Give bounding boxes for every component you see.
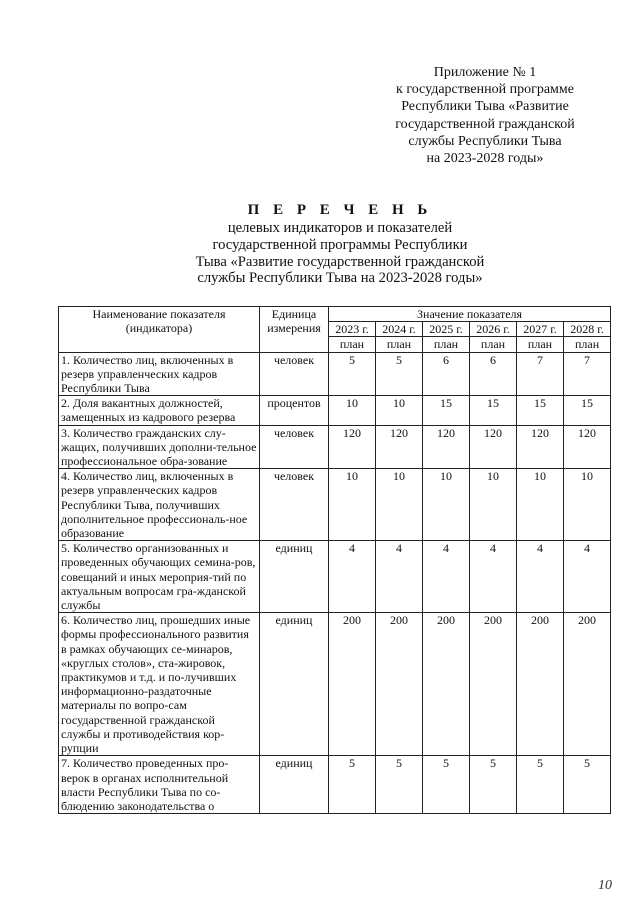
header-year: 2027 г.: [517, 322, 564, 337]
indicator-unit: единиц: [260, 541, 329, 613]
indicator-unit: единиц: [260, 613, 329, 756]
indicator-name: 5. Количество организованных и проведенных обучающих семина-ров, совещаний и иных мероприя-тий по актуальным вопросам гра-жданской службы: [59, 541, 260, 613]
table-row: [59, 425, 611, 469]
appendix-line: Приложение № 1: [433, 65, 537, 80]
indicator-name: 4. Количество лиц, включенных в резерв управленческих кадров Республики Тыва, получивших дополнительное профессиональ-ное образование: [59, 469, 260, 541]
indicator-value: 5: [329, 756, 376, 814]
indicator-value: 120: [376, 425, 423, 469]
header-plan: план: [470, 337, 517, 352]
table-row: [59, 756, 611, 814]
indicator-value: 10: [564, 469, 611, 541]
indicator-unit: человек: [260, 469, 329, 541]
indicator-value: 7: [517, 352, 564, 396]
indicator-value: 4: [470, 541, 517, 613]
indicator-value: 10: [376, 396, 423, 425]
indicator-name: 7. Количество проведенных про-верок в органах исполнительной власти Республики Тыва по со-блюдению законодательства о: [59, 756, 260, 814]
indicator-value: 10: [470, 469, 517, 541]
indicator-value: 5: [376, 756, 423, 814]
table-row: [59, 613, 611, 756]
indicator-name: 2. Доля вакантных должностей, замещенных из кадрового резерва: [59, 396, 260, 425]
indicator-value: 120: [517, 425, 564, 469]
indicator-value: 15: [564, 396, 611, 425]
document-heading: [150, 200, 530, 287]
indicator-value: 10: [517, 469, 564, 541]
table-row: [59, 396, 611, 425]
indicators-table: [58, 306, 611, 814]
header-indicator-name: Наименование показателя (индикатора): [59, 307, 260, 353]
indicator-value: 120: [470, 425, 517, 469]
indicator-value: 5: [329, 352, 376, 396]
indicator-value: 6: [423, 352, 470, 396]
indicator-unit: процентов: [260, 396, 329, 425]
indicator-value: 15: [423, 396, 470, 425]
table-row: [59, 352, 611, 396]
header-unit: Единица измерения: [260, 307, 329, 353]
indicator-value: 10: [329, 469, 376, 541]
appendix-line: к государственной программе: [396, 82, 574, 98]
header-year: 2023 г.: [329, 322, 376, 337]
indicator-value: 7: [564, 352, 611, 396]
document-subtitle: [150, 220, 530, 287]
appendix-block: [370, 64, 600, 167]
indicator-value: 4: [517, 541, 564, 613]
indicator-value: 120: [329, 425, 376, 469]
table-row: [59, 541, 611, 613]
header-year: 2025 г.: [423, 322, 470, 337]
indicator-value: 200: [423, 613, 470, 756]
header-year: 2024 г.: [376, 322, 423, 337]
indicator-value: 5: [470, 756, 517, 814]
indicator-value: 200: [329, 613, 376, 756]
indicator-value: 10: [329, 396, 376, 425]
indicator-value: 15: [470, 396, 517, 425]
table-row: [59, 469, 611, 541]
appendix-line: Республики Тыва «Развитие: [401, 99, 569, 115]
appendix-line: государственной гражданской: [395, 116, 575, 132]
indicator-value: 10: [423, 469, 470, 541]
indicator-unit: единиц: [260, 756, 329, 814]
indicator-value: 15: [517, 396, 564, 425]
indicator-value: 4: [564, 541, 611, 613]
indicator-value: 4: [423, 541, 470, 613]
subtitle-line: государственной программы Республики: [212, 236, 468, 253]
appendix-line: на 2023-2028 годы»: [426, 151, 544, 167]
indicator-name: 1. Количество лиц, включенных в резерв управленческих кадров Республики Тыва: [59, 352, 260, 396]
indicator-value: 5: [376, 352, 423, 396]
header-year: 2026 г.: [470, 322, 517, 337]
indicator-value: 120: [564, 425, 611, 469]
indicator-value: 6: [470, 352, 517, 396]
indicator-value: 5: [517, 756, 564, 814]
header-plan: план: [564, 337, 611, 352]
header-plan: план: [517, 337, 564, 352]
header-plan: план: [329, 337, 376, 352]
indicator-unit: человек: [260, 352, 329, 396]
indicator-value: 4: [376, 541, 423, 613]
indicator-value: 120: [423, 425, 470, 469]
indicator-value: 200: [517, 613, 564, 756]
indicator-value: 200: [376, 613, 423, 756]
appendix-line: службы Республики Тыва: [408, 133, 562, 149]
header-year: 2028 г.: [564, 322, 611, 337]
indicator-name: 3. Количество гражданских слу-жащих, получивших дополни-тельное профессиональное обра-зование: [59, 425, 260, 469]
subtitle-line: целевых индикаторов и показателей: [227, 220, 453, 236]
indicator-unit: человек: [260, 425, 329, 469]
header-plan: план: [423, 337, 470, 352]
indicator-value: 5: [564, 756, 611, 814]
indicator-value: 4: [329, 541, 376, 613]
indicator-value: 10: [376, 469, 423, 541]
indicator-value: 200: [564, 613, 611, 756]
indicator-name: 6. Количество лиц, прошедших иные формы профессионального развития в рамках обучающих се-минаров, «круглых столов», ста-жировок, практикумов и т.д. и по-лучивших информационно-раздаточные материалы по вопро-сам государственной гражданской службы и противодействия кор-рупции: [59, 613, 260, 756]
page-number: 10: [598, 878, 612, 893]
subtitle-line: Тыва «Развитие государственной гражданской: [195, 253, 485, 270]
document-title: П Е Р Е Ч Е Н Ь: [247, 202, 433, 218]
indicator-value: 200: [470, 613, 517, 756]
header-plan: план: [376, 337, 423, 352]
header-values-group: Значение показателя: [329, 307, 611, 322]
subtitle-line: службы Республики Тыва на 2023-2028 годы»: [197, 270, 483, 287]
indicator-value: 5: [423, 756, 470, 814]
